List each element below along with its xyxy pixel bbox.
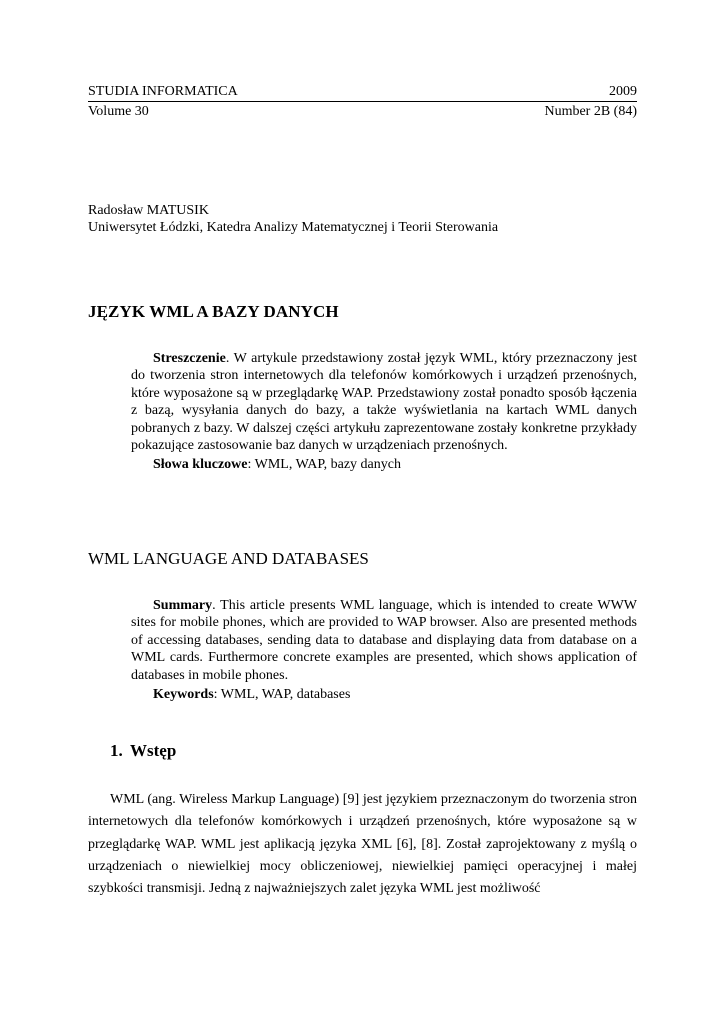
author-name: Radosław MATUSIK — [88, 203, 209, 218]
abstract-en-label: Summary — [153, 598, 213, 613]
body-paragraph: WML (ang. Wireless Markup Language) [9] jest językiem przeznaczonym do tworzenia stron internetowych dla telefonów komórkowych i urządzeń przenośnych, które wyposażone są w przeglądarkę WAP. WML jest aplikacją języka XML [6], [8]. Został zaprojektowany z myślą o urządzeniach o niewielkiej mocy obliczeniowej, niewielkiej pamięci operacyjnej i małej szybkości transmisji. Jedną z najważniejszych zalet języka WML jest możliwość — [88, 792, 637, 897]
section-number: 1. — [110, 741, 123, 760]
keywords-pl — [131, 456, 637, 473]
abstract-en — [131, 597, 637, 703]
journal-volume: Volume 30 — [88, 104, 149, 119]
abstract-pl-label: Streszczenie — [153, 351, 226, 366]
author-affiliation: Uniwersytet Łódzki, Katedra Analizy Matematycznej i Teorii Sterowania — [88, 220, 499, 235]
body-text — [88, 789, 637, 900]
paper-title-pl: JĘZYK WML A BAZY DANYCH — [88, 302, 339, 321]
abstract-pl-text: . W artykule przedstawiony został język WML, który przeznaczony jest do tworzenia stron internetowych dla telefonów komórkowych i urządzeń przenośnych, które wyposażone są w przeglądarkę WAP. Przedstawiony został ponadto sposób łączenia z bazą, wysyłania danych do bazy, a także wyświetlania na kartach WML danych pobranych z bazy. W dalszej części artykułu zaprezentowane zostały konkretne przykłady pokazujące zastosowanie baz danych w urządzeniach przenośnych. — [131, 351, 637, 454]
running-header-top — [88, 83, 637, 100]
paper-title-en: WML LANGUAGE AND DATABASES — [88, 549, 369, 568]
keywords-en — [131, 686, 637, 703]
keywords-pl-text: : WML, WAP, bazy danych — [247, 457, 401, 473]
abstract-pl — [131, 350, 637, 474]
header-rule — [88, 101, 637, 102]
running-header-bottom — [88, 103, 637, 120]
journal-name: STUDIA INFORMATICA — [88, 84, 238, 99]
author-block — [88, 202, 498, 236]
section-title: Wstęp — [130, 741, 177, 760]
journal-number: Number 2B (84) — [544, 104, 637, 119]
keywords-pl-label: Słowa kluczowe — [153, 457, 248, 473]
keywords-en-label: Keywords — [153, 687, 214, 703]
abstract-en-text: . This article presents WML language, which is intended to create WWW sites for mobile phones, which are provided to WAP browser. Also are presented methods of accessing databases, sending data to database and displaying data from database on a WML cards. Furthermore concrete examples are presented, which shows application of databases in mobile phones. — [131, 598, 637, 683]
keywords-en-text: : WML, WAP, databases — [213, 687, 351, 703]
journal-year: 2009 — [609, 84, 637, 99]
abstract-pl-paragraph — [131, 350, 637, 454]
abstract-en-paragraph — [131, 597, 637, 684]
section-heading — [110, 741, 176, 761]
